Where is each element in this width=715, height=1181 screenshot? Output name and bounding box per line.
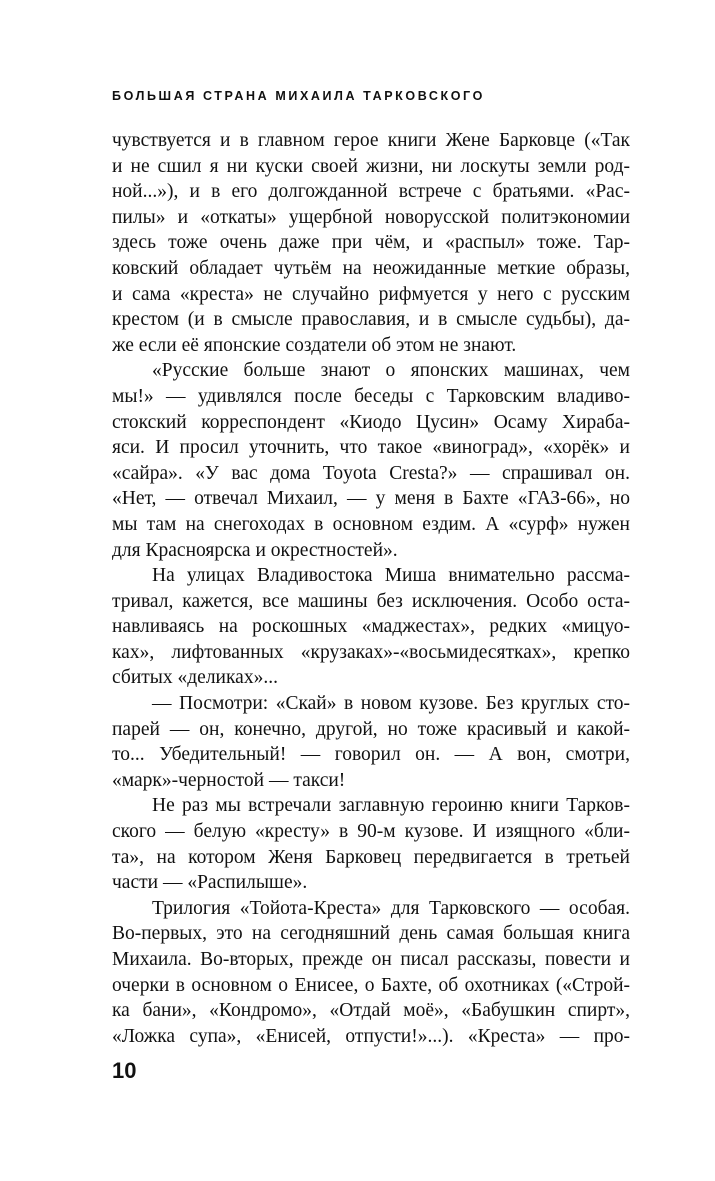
text-line: Трилогия «Тойота-Креста» для Тарковского — особая.	[152, 897, 630, 919]
text-line: для Красноярска и окрестностей».	[112, 539, 398, 561]
text-line: «Русские больше знают о японских машинах, чем	[152, 360, 630, 382]
page-number: 10	[112, 1058, 137, 1083]
text-line: ной...»), и в его долгожданной встрече с братьями. «Рас-	[112, 181, 630, 203]
text-line: «Ложка супа», «Енисей, отпусти!»...). «Креста» — про-	[112, 1025, 630, 1047]
text-line: тривал, кажется, все машины без исключения. Особо оста-	[112, 590, 630, 612]
text-line: Не раз мы встречали заглавную героиню книги Тарков-	[152, 795, 630, 817]
text-line: ковский обладает чутьём на неожиданные меткие образы,	[112, 257, 630, 279]
text-line: та», на котором Женя Барковец передвигается в третьей	[112, 846, 630, 868]
text-line: навливаясь на роскошных «маджестах», редких «мицуо-	[112, 616, 630, 638]
text-line: Во-первых, это на сегодняшний день самая большая книга	[112, 923, 630, 945]
text-line: части — «Распилыше».	[112, 872, 308, 894]
text-line: Михаила. Во-вторых, прежде он писал рассказы, повести и	[112, 949, 630, 970]
text-line: же если её японские создатели об этом не знают.	[112, 334, 517, 356]
text-line: стокский корреспондент «Киодо Цусин» Осаму Хираба-	[112, 411, 630, 433]
text-line: ского — белую «кресту» в 90-м кузове. И изящного «бли-	[112, 821, 630, 843]
text-line: сбитых «деликах»...	[112, 667, 278, 689]
text-line: крестом (и в смысле православия, и в смысле судьбы), да-	[112, 309, 630, 331]
body-text	[112, 128, 630, 1049]
text-line: очерки в основном о Енисее, о Бахте, об охотниках («Строй-	[112, 974, 630, 996]
text-line: «Нет, — отвечал Михаил, — у меня в Бахте «ГАЗ-66», но	[112, 488, 630, 510]
text-line: и не сшил я ни куски своей жизни, ни лоскуты земли род-	[112, 155, 630, 177]
text-line: чувствуется и в главном герое книги Жене Барковце («Так	[112, 130, 630, 151]
text-line: мы там на снегоходах в основном ездим. А «сурф» нужен	[112, 513, 630, 535]
text-line: ках», лифтованных «крузаках»-«восьмидесятках», крепко	[112, 641, 630, 663]
text-line: то... Убедительный! — говорил он. — А вон, смотри,	[112, 744, 630, 766]
running-head: БОЛЬШАЯ СТРАНА МИХАИЛА ТАРКОВСКОГО	[112, 89, 485, 103]
text-line: «сайра». «У вас дома Toyota Cresta?» — спрашивал он.	[112, 462, 630, 484]
text-line: мы!» — удивлялся после беседы с Тарковским владиво-	[112, 385, 630, 407]
text-line: парей — он, конечно, другой, но тоже красивый и какой-	[112, 718, 630, 740]
text-line: На улицах Владивостока Миша внимательно рассма-	[152, 565, 630, 587]
text-line: здесь тоже очень даже при чём, и «распыл» тоже. Тар-	[112, 232, 630, 254]
text-line: пилы» и «откаты» ущербной новорусской политэкономии	[112, 206, 630, 228]
text-line: яси. И просил уточнить, что такое «виноград», «хорёк» и	[112, 437, 630, 459]
text-line: — Посмотри: «Скай» в новом кузове. Без круглых сто-	[152, 693, 630, 715]
text-line: «марк»-черностой — такси!	[112, 769, 346, 791]
text-line: ка бани», «Кондромо», «Отдай моё», «Бабушкин спирт»,	[112, 1000, 630, 1022]
text-line: и сама «креста» не случайно рифмуется у него с русским	[112, 283, 630, 305]
